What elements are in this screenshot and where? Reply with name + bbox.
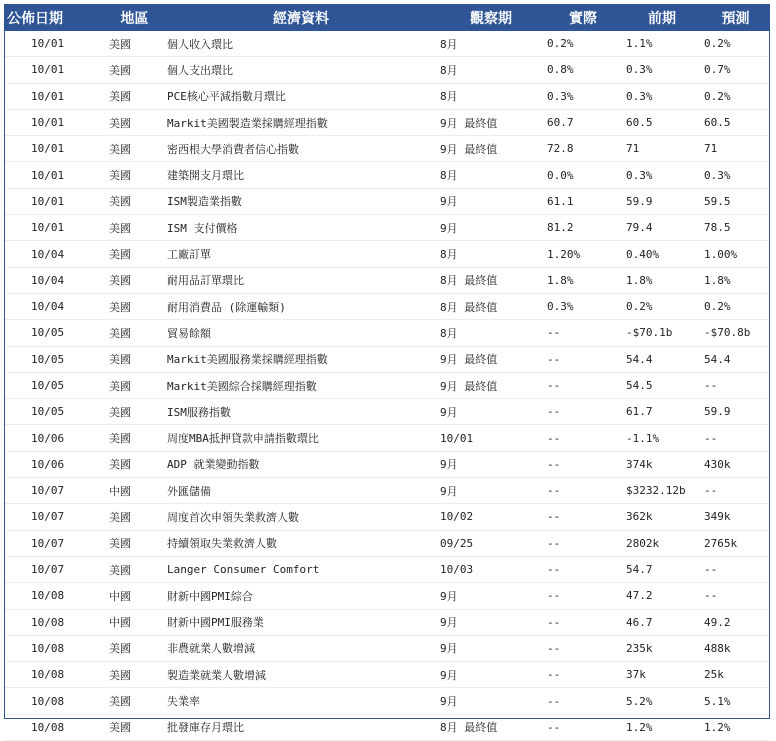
cell-period: 9月 bbox=[438, 399, 544, 425]
cell-region: 美國 bbox=[105, 83, 164, 109]
cell-indicator: 個人收入環比 bbox=[164, 31, 438, 57]
cell-period: 9月 最終值 bbox=[438, 109, 544, 135]
cell-date: 10/01 bbox=[5, 136, 105, 162]
cell-indicator: 個人支出環比 bbox=[164, 57, 438, 83]
cell-date: 10/08 bbox=[5, 609, 105, 635]
cell-previous: 5.2% bbox=[622, 688, 702, 714]
cell-period: 9月 最終值 bbox=[438, 136, 544, 162]
cell-actual: -- bbox=[544, 399, 622, 425]
cell-period: 8月 最終值 bbox=[438, 293, 544, 319]
cell-indicator: 製造業就業人數增減 bbox=[164, 662, 438, 688]
cell-date: 10/08 bbox=[5, 635, 105, 661]
cell-date: 10/08 bbox=[5, 688, 105, 714]
cell-actual: 81.2 bbox=[544, 215, 622, 241]
cell-actual: -- bbox=[544, 609, 622, 635]
cell-indicator: 外匯儲備 bbox=[164, 478, 438, 504]
cell-forecast: -- bbox=[702, 556, 769, 582]
cell-period: 8月 bbox=[438, 162, 544, 188]
cell-previous: 2802k bbox=[622, 530, 702, 556]
cell-forecast: 60.5 bbox=[702, 109, 769, 135]
cell-indicator: 周度首次申領失業救濟人數 bbox=[164, 504, 438, 530]
cell-period: 9月 最終值 bbox=[438, 372, 544, 398]
cell-forecast: 488k bbox=[702, 635, 769, 661]
table-row bbox=[5, 241, 769, 267]
table-row bbox=[5, 136, 769, 162]
cell-actual: -- bbox=[544, 530, 622, 556]
cell-forecast: 430k bbox=[702, 451, 769, 477]
cell-actual: -- bbox=[544, 583, 622, 609]
cell-period: 8月 最終值 bbox=[438, 714, 544, 740]
cell-indicator: 工廠訂單 bbox=[164, 241, 438, 267]
cell-period: 9月 bbox=[438, 688, 544, 714]
cell-date: 10/01 bbox=[5, 215, 105, 241]
table-row bbox=[5, 583, 769, 609]
cell-previous: 0.40% bbox=[622, 241, 702, 267]
cell-period: 9月 bbox=[438, 662, 544, 688]
cell-region: 美國 bbox=[105, 662, 164, 688]
cell-date: 10/08 bbox=[5, 714, 105, 740]
cell-actual: -- bbox=[544, 451, 622, 477]
cell-forecast: 1.8% bbox=[702, 267, 769, 293]
economic-calendar-table bbox=[5, 5, 769, 741]
cell-indicator: 耐用消費品 (除運輸類) bbox=[164, 293, 438, 319]
cell-period: 8月 bbox=[438, 320, 544, 346]
cell-actual: 60.7 bbox=[544, 109, 622, 135]
cell-indicator: 批發庫存月環比 bbox=[164, 714, 438, 740]
cell-actual: -- bbox=[544, 688, 622, 714]
cell-region: 美國 bbox=[105, 346, 164, 372]
header-indicator: 經濟資料 bbox=[164, 5, 438, 31]
table-row bbox=[5, 399, 769, 425]
table-row bbox=[5, 662, 769, 688]
table-row bbox=[5, 31, 769, 57]
table-row bbox=[5, 714, 769, 740]
cell-actual: -- bbox=[544, 556, 622, 582]
cell-indicator: PCE核心平減指數月環比 bbox=[164, 83, 438, 109]
header-period: 觀察期 bbox=[438, 5, 544, 31]
cell-forecast: 0.2% bbox=[702, 31, 769, 57]
cell-actual: -- bbox=[544, 635, 622, 661]
cell-actual: 0.3% bbox=[544, 293, 622, 319]
cell-actual: -- bbox=[544, 478, 622, 504]
cell-actual: 0.8% bbox=[544, 57, 622, 83]
cell-previous: 374k bbox=[622, 451, 702, 477]
header-date: 公佈日期 bbox=[5, 5, 105, 31]
table-row bbox=[5, 609, 769, 635]
table-row bbox=[5, 188, 769, 214]
cell-actual: -- bbox=[544, 425, 622, 451]
cell-period: 9月 bbox=[438, 451, 544, 477]
cell-date: 10/04 bbox=[5, 241, 105, 267]
cell-previous: -$70.1b bbox=[622, 320, 702, 346]
cell-indicator: 失業率 bbox=[164, 688, 438, 714]
cell-forecast: 59.5 bbox=[702, 188, 769, 214]
cell-previous: 71 bbox=[622, 136, 702, 162]
cell-period: 9月 bbox=[438, 215, 544, 241]
cell-forecast: 1.2% bbox=[702, 714, 769, 740]
cell-date: 10/01 bbox=[5, 109, 105, 135]
cell-date: 10/08 bbox=[5, 662, 105, 688]
cell-date: 10/06 bbox=[5, 451, 105, 477]
cell-period: 10/03 bbox=[438, 556, 544, 582]
cell-region: 美國 bbox=[105, 688, 164, 714]
table-row bbox=[5, 267, 769, 293]
cell-period: 8月 bbox=[438, 57, 544, 83]
cell-previous: 54.7 bbox=[622, 556, 702, 582]
cell-date: 10/04 bbox=[5, 267, 105, 293]
cell-previous: 79.4 bbox=[622, 215, 702, 241]
cell-indicator: ISM製造業指數 bbox=[164, 188, 438, 214]
cell-forecast: 71 bbox=[702, 136, 769, 162]
cell-region: 美國 bbox=[105, 425, 164, 451]
cell-previous: $3232.12b bbox=[622, 478, 702, 504]
table-row bbox=[5, 320, 769, 346]
cell-date: 10/05 bbox=[5, 399, 105, 425]
cell-indicator: 財新中國PMI服務業 bbox=[164, 609, 438, 635]
cell-previous: 46.7 bbox=[622, 609, 702, 635]
cell-period: 8月 bbox=[438, 241, 544, 267]
cell-indicator: Langer Consumer Comfort bbox=[164, 556, 438, 582]
cell-forecast: 25k bbox=[702, 662, 769, 688]
table-row bbox=[5, 556, 769, 582]
cell-previous: 1.8% bbox=[622, 267, 702, 293]
cell-forecast: -$70.8b bbox=[702, 320, 769, 346]
cell-region: 美國 bbox=[105, 109, 164, 135]
cell-forecast: 1.00% bbox=[702, 241, 769, 267]
cell-period: 8月 最終值 bbox=[438, 267, 544, 293]
cell-region: 美國 bbox=[105, 188, 164, 214]
cell-region: 美國 bbox=[105, 136, 164, 162]
cell-actual: -- bbox=[544, 662, 622, 688]
table-row bbox=[5, 451, 769, 477]
cell-period: 8月 bbox=[438, 31, 544, 57]
cell-indicator: 建築開支月環比 bbox=[164, 162, 438, 188]
header-actual: 實際 bbox=[544, 5, 622, 31]
cell-region: 美國 bbox=[105, 241, 164, 267]
cell-indicator: Markit美國製造業採購經理指數 bbox=[164, 109, 438, 135]
table-row bbox=[5, 57, 769, 83]
cell-actual: 1.20% bbox=[544, 241, 622, 267]
cell-indicator: ISM服務指數 bbox=[164, 399, 438, 425]
cell-indicator: 貿易餘額 bbox=[164, 320, 438, 346]
cell-previous: 1.1% bbox=[622, 31, 702, 57]
cell-date: 10/01 bbox=[5, 162, 105, 188]
cell-forecast: 0.7% bbox=[702, 57, 769, 83]
cell-period: 10/01 bbox=[438, 425, 544, 451]
cell-previous: 54.4 bbox=[622, 346, 702, 372]
cell-region: 中國 bbox=[105, 583, 164, 609]
cell-date: 10/07 bbox=[5, 504, 105, 530]
cell-region: 中國 bbox=[105, 478, 164, 504]
cell-region: 美國 bbox=[105, 57, 164, 83]
cell-period: 9月 bbox=[438, 188, 544, 214]
cell-actual: -- bbox=[544, 372, 622, 398]
cell-previous: 0.2% bbox=[622, 293, 702, 319]
cell-actual: -- bbox=[544, 320, 622, 346]
table-row bbox=[5, 635, 769, 661]
cell-previous: 37k bbox=[622, 662, 702, 688]
cell-forecast: 0.3% bbox=[702, 162, 769, 188]
cell-region: 美國 bbox=[105, 399, 164, 425]
cell-forecast: 349k bbox=[702, 504, 769, 530]
cell-previous: 60.5 bbox=[622, 109, 702, 135]
cell-region: 美國 bbox=[105, 714, 164, 740]
table-row bbox=[5, 346, 769, 372]
cell-period: 8月 bbox=[438, 83, 544, 109]
cell-forecast: -- bbox=[702, 478, 769, 504]
table-row bbox=[5, 109, 769, 135]
cell-forecast: 5.1% bbox=[702, 688, 769, 714]
cell-actual: 0.3% bbox=[544, 83, 622, 109]
cell-previous: 0.3% bbox=[622, 162, 702, 188]
table-row bbox=[5, 478, 769, 504]
table-row bbox=[5, 293, 769, 319]
cell-actual: 0.2% bbox=[544, 31, 622, 57]
cell-date: 10/07 bbox=[5, 530, 105, 556]
cell-date: 10/01 bbox=[5, 31, 105, 57]
cell-date: 10/05 bbox=[5, 346, 105, 372]
cell-indicator: Markit美國服務業採購經理指數 bbox=[164, 346, 438, 372]
cell-previous: 362k bbox=[622, 504, 702, 530]
cell-forecast: 78.5 bbox=[702, 215, 769, 241]
cell-region: 美國 bbox=[105, 31, 164, 57]
cell-period: 9月 bbox=[438, 609, 544, 635]
cell-previous: 54.5 bbox=[622, 372, 702, 398]
header-region: 地區 bbox=[105, 5, 164, 31]
cell-period: 9月 最終值 bbox=[438, 346, 544, 372]
cell-date: 10/01 bbox=[5, 83, 105, 109]
cell-date: 10/07 bbox=[5, 478, 105, 504]
cell-region: 美國 bbox=[105, 162, 164, 188]
cell-region: 美國 bbox=[105, 530, 164, 556]
cell-previous: 47.2 bbox=[622, 583, 702, 609]
cell-forecast: -- bbox=[702, 425, 769, 451]
cell-period: 9月 bbox=[438, 478, 544, 504]
cell-region: 中國 bbox=[105, 609, 164, 635]
cell-previous: -1.1% bbox=[622, 425, 702, 451]
header-row bbox=[5, 5, 769, 31]
cell-indicator: Markit美國綜合採購經理指數 bbox=[164, 372, 438, 398]
cell-date: 10/01 bbox=[5, 57, 105, 83]
cell-actual: -- bbox=[544, 346, 622, 372]
table-row bbox=[5, 372, 769, 398]
cell-actual: -- bbox=[544, 714, 622, 740]
cell-indicator: 非農就業人數增減 bbox=[164, 635, 438, 661]
cell-region: 美國 bbox=[105, 635, 164, 661]
header-previous: 前期 bbox=[622, 5, 702, 31]
cell-date: 10/05 bbox=[5, 372, 105, 398]
cell-date: 10/05 bbox=[5, 320, 105, 346]
cell-forecast: 0.2% bbox=[702, 83, 769, 109]
cell-region: 美國 bbox=[105, 504, 164, 530]
cell-forecast: -- bbox=[702, 372, 769, 398]
cell-region: 美國 bbox=[105, 215, 164, 241]
cell-date: 10/06 bbox=[5, 425, 105, 451]
header-forecast: 預測 bbox=[702, 5, 769, 31]
cell-region: 美國 bbox=[105, 556, 164, 582]
table-row bbox=[5, 530, 769, 556]
cell-region: 美國 bbox=[105, 293, 164, 319]
cell-date: 10/01 bbox=[5, 188, 105, 214]
cell-indicator: 密西根大學消費者信心指數 bbox=[164, 136, 438, 162]
cell-previous: 0.3% bbox=[622, 57, 702, 83]
cell-indicator: 耐用品訂單環比 bbox=[164, 267, 438, 293]
cell-previous: 61.7 bbox=[622, 399, 702, 425]
table-row bbox=[5, 504, 769, 530]
table-row bbox=[5, 83, 769, 109]
cell-region: 美國 bbox=[105, 451, 164, 477]
cell-actual: -- bbox=[544, 504, 622, 530]
table-row bbox=[5, 215, 769, 241]
cell-region: 美國 bbox=[105, 372, 164, 398]
cell-date: 10/08 bbox=[5, 583, 105, 609]
cell-actual: 0.0% bbox=[544, 162, 622, 188]
cell-forecast: 2765k bbox=[702, 530, 769, 556]
cell-period: 9月 bbox=[438, 583, 544, 609]
cell-region: 美國 bbox=[105, 267, 164, 293]
cell-region: 美國 bbox=[105, 320, 164, 346]
table-row bbox=[5, 425, 769, 451]
cell-indicator: 周度MBA抵押貸款申請指數環比 bbox=[164, 425, 438, 451]
cell-forecast: 0.2% bbox=[702, 293, 769, 319]
cell-forecast: -- bbox=[702, 583, 769, 609]
cell-indicator: ISM 支付價格 bbox=[164, 215, 438, 241]
cell-forecast: 49.2 bbox=[702, 609, 769, 635]
cell-period: 10/02 bbox=[438, 504, 544, 530]
economic-calendar bbox=[4, 4, 770, 735]
cell-period: 09/25 bbox=[438, 530, 544, 556]
table-row bbox=[5, 688, 769, 714]
cell-date: 10/04 bbox=[5, 293, 105, 319]
cell-previous: 1.2% bbox=[622, 714, 702, 740]
cell-previous: 0.3% bbox=[622, 83, 702, 109]
table-row bbox=[5, 162, 769, 188]
cell-actual: 1.8% bbox=[544, 267, 622, 293]
cell-actual: 72.8 bbox=[544, 136, 622, 162]
cell-period: 9月 bbox=[438, 635, 544, 661]
cell-actual: 61.1 bbox=[544, 188, 622, 214]
cell-forecast: 59.9 bbox=[702, 399, 769, 425]
cell-indicator: 持續領取失業救濟人數 bbox=[164, 530, 438, 556]
cell-forecast: 54.4 bbox=[702, 346, 769, 372]
cell-previous: 59.9 bbox=[622, 188, 702, 214]
cell-previous: 235k bbox=[622, 635, 702, 661]
cell-date: 10/07 bbox=[5, 556, 105, 582]
cell-indicator: ADP 就業變動指數 bbox=[164, 451, 438, 477]
cell-indicator: 財新中國PMI綜合 bbox=[164, 583, 438, 609]
